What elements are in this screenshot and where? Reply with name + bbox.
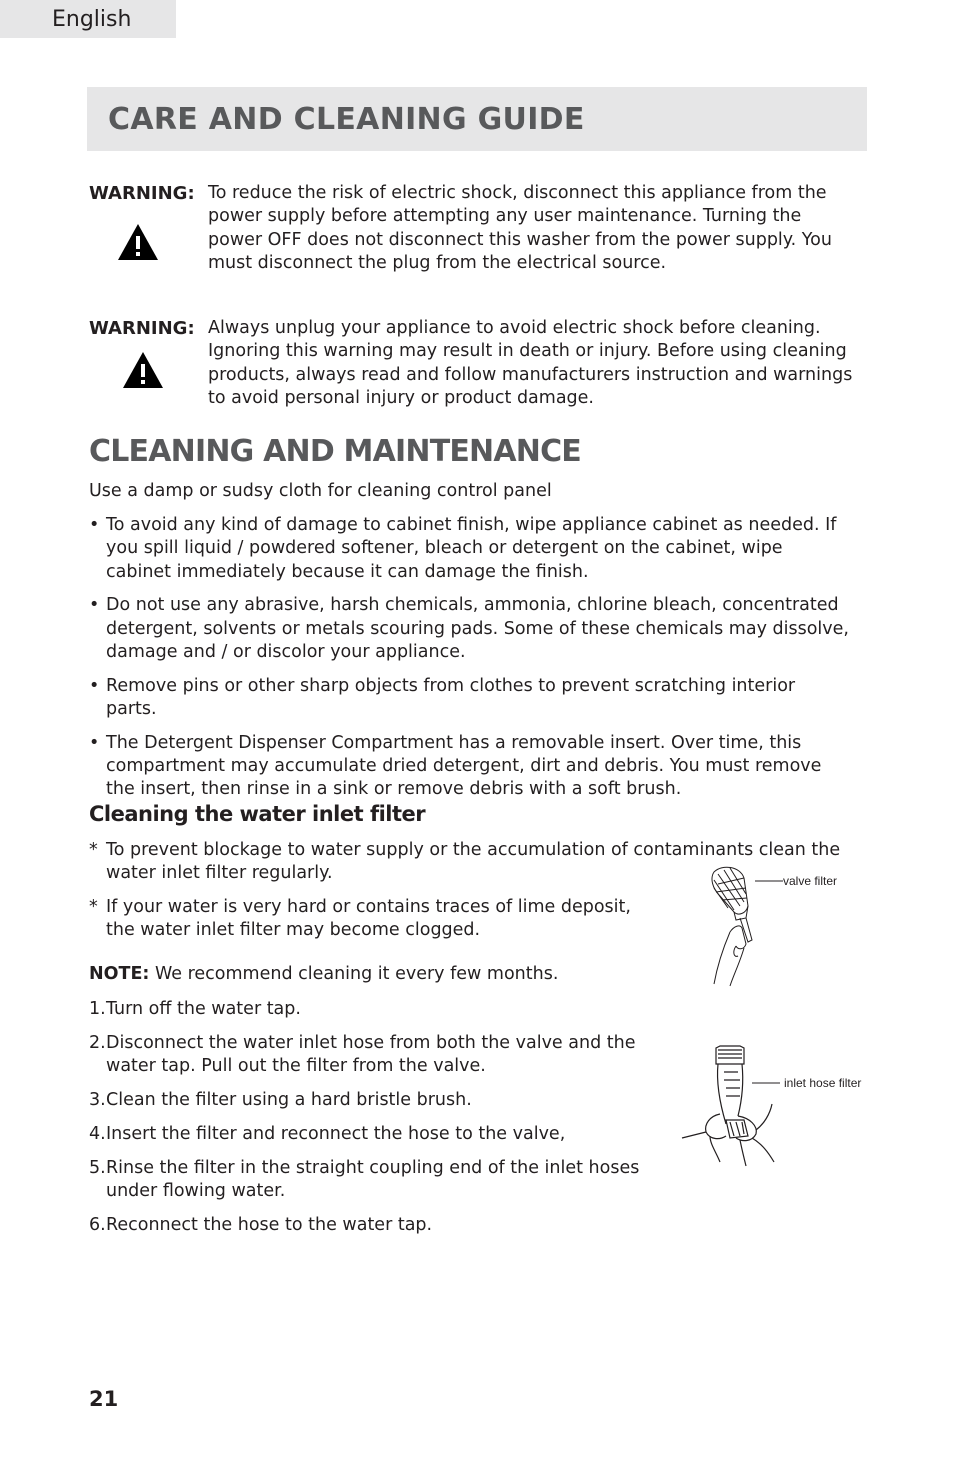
intro-text: Use a damp or sudsy cloth for cleaning control panel [89,481,552,501]
step-item [89,1214,664,1237]
cleaning-bullet-list [89,514,849,812]
warning-text: To reduce the risk of electric shock, disconnect this appliance from the power supply before attempting any user maintenance. Turning the power OFF does not disconnect this washer from the power supply. You must disconnect the plug from the electrical source. [208,183,832,273]
note-text [89,963,558,986]
step-number: 5. [89,1157,106,1178]
subsection-title: Cleaning the water inlet filter [89,802,426,826]
step-text: Disconnect the water inlet hose from both the valve and the water tap. Pull out the filter from the valve. [106,1032,636,1077]
list-item: • To avoid any kind of damage to cabinet finish, wipe appliance cabinet as needed. If you spill liquid / powdered softener, bleach or detergent on the cabinet, wipe cabinet immediately because it can damage the finish. [89,514,849,584]
step-number: 6. [89,1215,106,1236]
filter-note-list [89,896,649,943]
step-item [89,1032,664,1079]
list-item: • Remove pins or other sharp objects from clothes to prevent scratching interior parts. [89,675,849,722]
figure-label: inlet hose filter [784,1076,862,1090]
list-item: • The Detergent Dispenser Compartment has a removable insert. Over time, this compartment may accumulate dried detergent, dirt and debris. You must remove the insert, then rinse in a sink or remove debris with a soft brush. [89,732,849,802]
list-item: * If your water is very hard or contains traces of lime deposit, the water inlet filter may become clogged. [89,896,649,943]
page-title: CARE AND CLEANING GUIDE [108,102,585,137]
warning-label: WARNING: [89,318,195,339]
list-item: • Do not use any abrasive, harsh chemicals, ammonia, chlorine bleach, concentrated detergent, solvents or metals scouring pads. Some of these chemicals may dissolve, damage and / or discolor your appliance. [89,594,849,664]
steps-list [89,998,664,1248]
warning-triangle-icon [121,350,165,390]
list-item: * To prevent blockage to water supply or the accumulation of contaminants clean the water inlet filter regularly. [89,839,859,886]
step-text: Insert the filter and reconnect the hose to the valve, [106,1123,566,1144]
inlet-hose-filter-illustration [680,1044,780,1169]
section-title: CLEANING AND MAINTENANCE [89,434,582,469]
step-item [89,998,664,1021]
step-number: 4. [89,1123,106,1144]
warning-triangle-icon [116,222,160,262]
note-body: We recommend cleaning it every few months. [149,964,559,984]
step-item [89,1123,664,1146]
page-number: 21 [89,1387,119,1411]
warning-label: WARNING: [89,183,195,204]
step-text: Rinse the filter in the straight coupling end of the inlet hoses under flowing water. [106,1157,640,1202]
step-text: Turn off the water tap. [106,999,301,1019]
step-number: 3. [89,1090,106,1111]
step-number: 1. [89,999,106,1019]
step-item [89,1089,664,1112]
note-label: NOTE: [89,964,150,984]
step-number: 2. [89,1032,106,1053]
title-banner [87,87,867,151]
figure-label: valve filter [783,874,838,888]
warning-text: Always unplug your appliance to avoid electric shock before cleaning. Ignoring this warning may result in death or injury. Before using cleaning products, always read and follow manufacturers instruction and warnings to avoid personal injury or product damage. [208,318,853,408]
leader-line [755,878,785,884]
language-tab: English [0,0,176,38]
step-item [89,1157,664,1204]
step-text: Reconnect the hose to the water tap. [106,1215,433,1236]
step-text: Clean the filter using a hard bristle brush. [106,1090,472,1111]
leader-line [752,1080,782,1086]
